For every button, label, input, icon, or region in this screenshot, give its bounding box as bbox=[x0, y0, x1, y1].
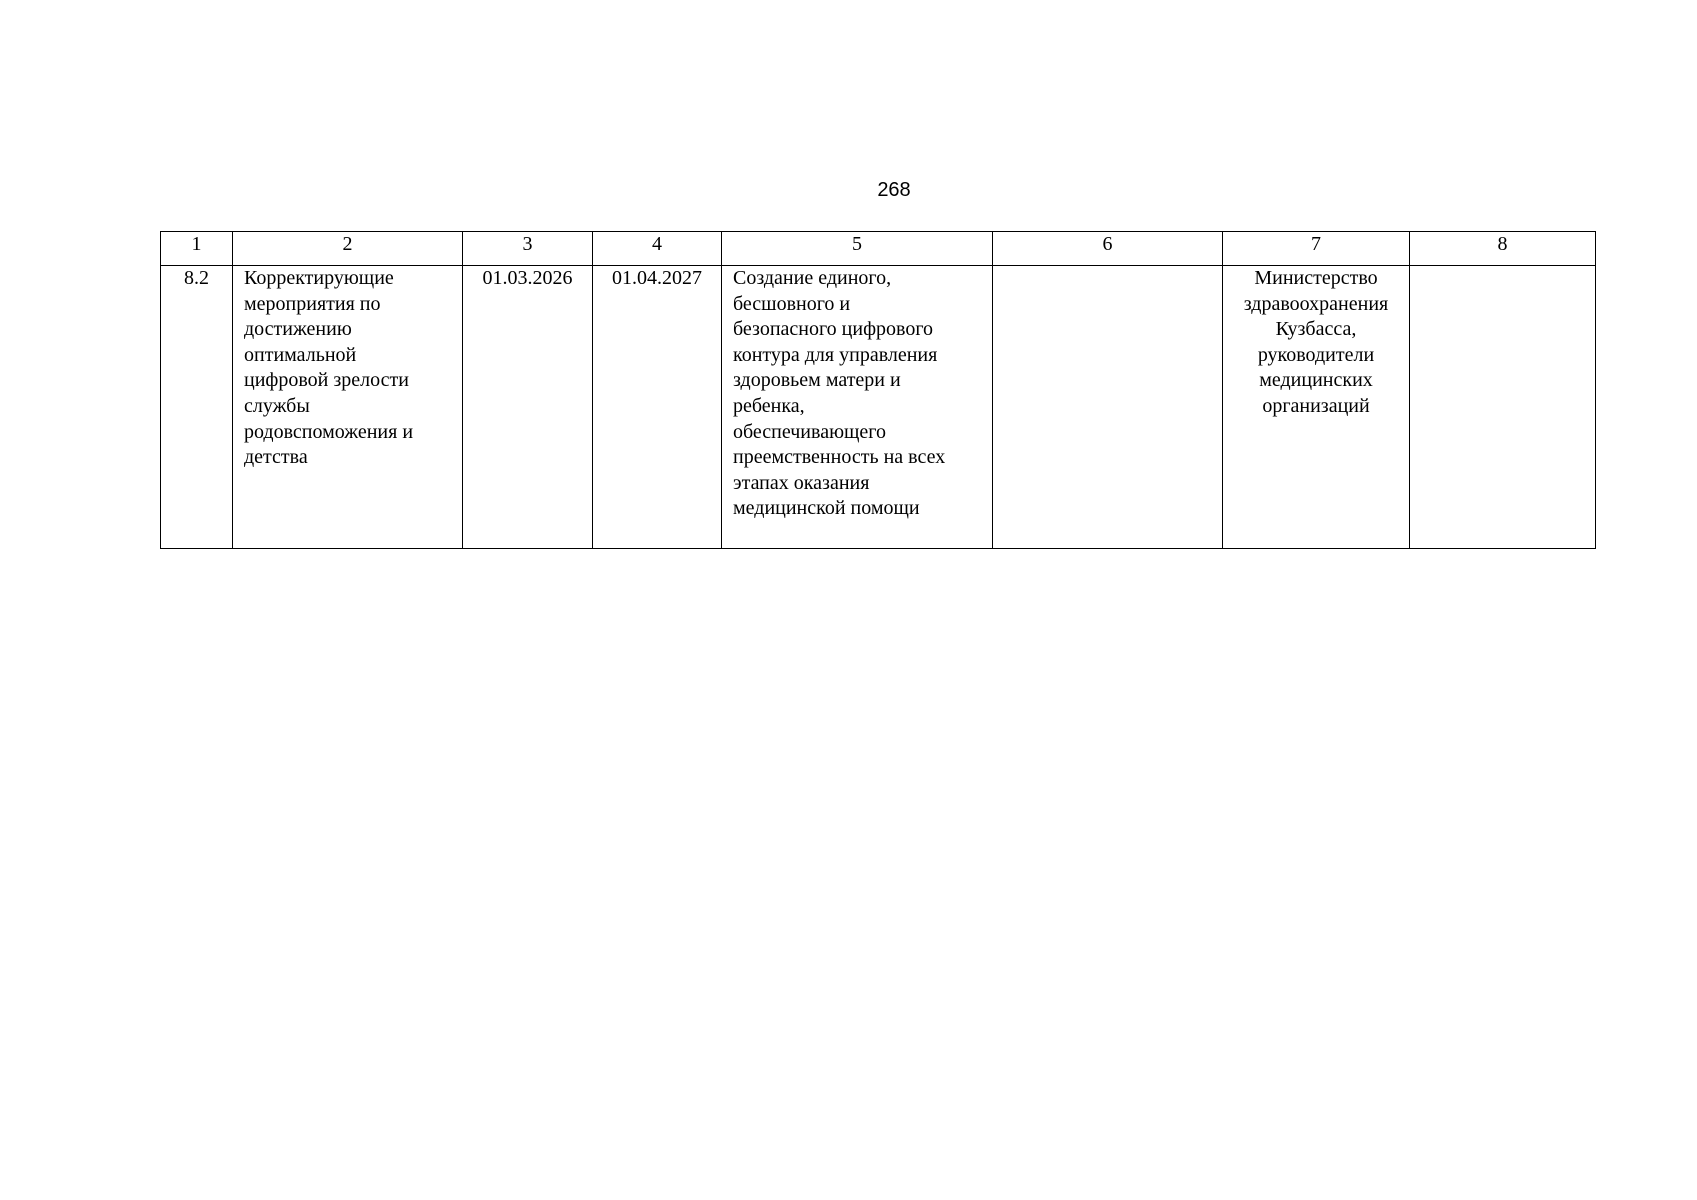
end-date-cell: 01.04.2027 bbox=[593, 266, 722, 549]
column-8-cell bbox=[1410, 266, 1596, 549]
measure-cell: Корректирующие мероприятия по достижению оптимальной цифровой зрелости службы родовспоможения и детства bbox=[233, 266, 463, 549]
column-header-4: 4 bbox=[593, 232, 722, 266]
responsible-cell: Министерство здравоохранения Кузбасса, руководители медицинских организаций bbox=[1223, 266, 1410, 549]
column-header-1: 1 bbox=[161, 232, 233, 266]
column-header-6: 6 bbox=[993, 232, 1223, 266]
column-6-cell bbox=[993, 266, 1223, 549]
column-header-3: 3 bbox=[463, 232, 593, 266]
start-date-cell: 01.03.2026 bbox=[463, 266, 593, 549]
column-header-8: 8 bbox=[1410, 232, 1596, 266]
table-row bbox=[161, 266, 1596, 549]
row-number-cell: 8.2 bbox=[161, 266, 233, 549]
plan-table bbox=[160, 231, 1596, 549]
column-header-7: 7 bbox=[1223, 232, 1410, 266]
page-number: 268 bbox=[877, 179, 911, 201]
column-header-2: 2 bbox=[233, 232, 463, 266]
result-cell: Создание единого, бесшовного и безопасного цифрового контура для управления здоровьем матери и ребенка, обеспечивающего преемственность на всех этапах оказания медицинской помощи bbox=[722, 266, 993, 549]
column-header-5: 5 bbox=[722, 232, 993, 266]
header-row bbox=[161, 232, 1596, 266]
